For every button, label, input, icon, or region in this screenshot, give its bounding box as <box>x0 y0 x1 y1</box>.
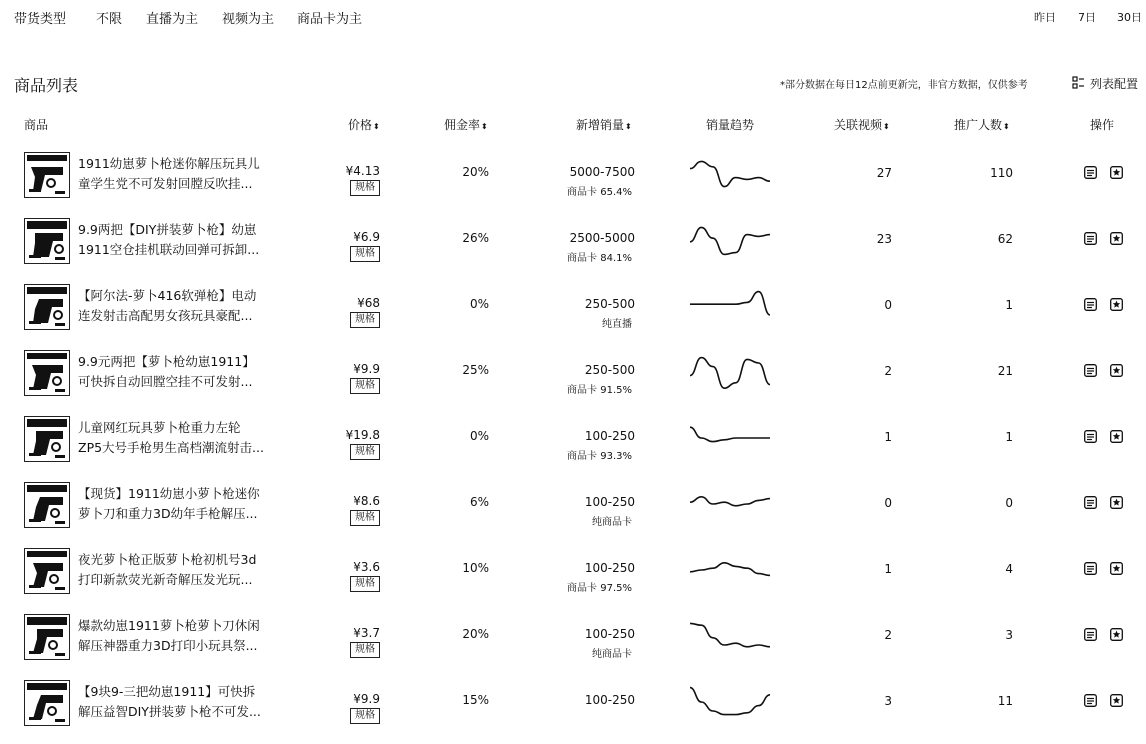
header-commission-label: 佣金率 <box>444 118 481 132</box>
sales-trend-line <box>690 292 770 315</box>
related-videos-count: 2 <box>884 364 892 378</box>
product-thumbnail[interactable] <box>24 680 70 726</box>
detail-icon[interactable] <box>1084 232 1097 245</box>
product-name-line2: 解压益智DIY拼装萝卜枪不可发... <box>78 704 261 719</box>
product-name-line1: 【阿尔法-萝卜416软弹枪】电动 <box>78 288 257 303</box>
commission-rate: 20% <box>462 627 489 641</box>
header-price[interactable] <box>348 116 380 133</box>
promoters-count: 62 <box>997 232 1013 246</box>
product-thumbnail[interactable] <box>24 218 70 264</box>
new-sales: 2500-5000 <box>569 231 635 245</box>
sales-trend-line <box>690 563 770 576</box>
product-thumbnail[interactable] <box>24 614 70 660</box>
sales-trend-sparkline <box>690 614 770 658</box>
product-name-line2: 童学生党不可发射回膛反吹挂... <box>78 176 253 191</box>
related-videos-count: 23 <box>876 232 892 246</box>
spec-button[interactable]: 规格 <box>350 312 380 328</box>
new-sales: 100-250 <box>584 429 635 443</box>
related-videos-count: 2 <box>884 628 892 642</box>
product-name-link[interactable] <box>78 154 268 194</box>
sales-trend-line <box>690 358 770 389</box>
header-product: 商品 <box>24 118 49 132</box>
favorite-icon[interactable] <box>1110 166 1123 179</box>
product-thumbnail[interactable] <box>24 284 70 330</box>
sales-trend-sparkline <box>690 350 770 394</box>
sales-trend-sparkline <box>690 284 770 328</box>
section-title: 商品列表 <box>14 76 79 95</box>
product-name-line2: 连发射击高配男女孩玩具豪配... <box>78 308 253 323</box>
detail-icon[interactable] <box>1084 364 1097 377</box>
filter-option-all[interactable]: 不限 <box>96 12 123 27</box>
product-price: ¥6.9 <box>353 230 380 244</box>
sales-channel: 商品卡 91.5% <box>567 385 632 396</box>
sales-trend-sparkline <box>690 416 770 460</box>
date-range-30d[interactable]: 30日 <box>1117 11 1142 24</box>
favorite-icon[interactable] <box>1110 628 1123 641</box>
product-thumbnail[interactable] <box>24 548 70 594</box>
product-name-link[interactable] <box>78 220 268 260</box>
header-trend: 销量趋势 <box>706 118 755 132</box>
new-sales: 250-500 <box>584 363 635 377</box>
sales-trend-sparkline <box>690 548 770 592</box>
table-row <box>0 150 1146 216</box>
product-name-line1: 9.9两把【DIY拼装萝卜枪】幼崽 <box>78 222 257 237</box>
product-name-line2: 萝卜刀和重力3D幼年手枪解压... <box>78 506 258 521</box>
product-name-line2: 1911空仓挂机联动回弹可拆卸... <box>78 242 260 257</box>
sales-channel: 商品卡 84.1% <box>567 253 632 264</box>
promoters-count: 110 <box>990 166 1013 180</box>
commission-rate: 26% <box>462 231 489 245</box>
detail-icon[interactable] <box>1084 298 1097 311</box>
header-price-label: 价格 <box>348 118 373 132</box>
product-thumbnail[interactable] <box>24 152 70 198</box>
spec-button[interactable]: 规格 <box>350 180 380 196</box>
table-row <box>0 414 1146 480</box>
spec-button[interactable]: 规格 <box>350 444 380 460</box>
detail-icon[interactable] <box>1084 496 1097 509</box>
table-row <box>0 678 1146 744</box>
sales-channel: 商品卡 93.3% <box>567 451 632 462</box>
related-videos-count: 0 <box>884 496 892 510</box>
favorite-icon[interactable] <box>1110 430 1123 443</box>
promoters-count: 1 <box>1005 430 1013 444</box>
column-config-button[interactable] <box>1072 75 1138 92</box>
product-name-link[interactable] <box>78 418 268 458</box>
product-price: ¥4.13 <box>345 164 380 178</box>
sort-icon: ⬍ <box>883 122 890 131</box>
new-sales: 100-250 <box>584 693 635 707</box>
commission-rate: 15% <box>462 693 489 707</box>
sales-channel: 商品卡 97.5% <box>567 583 632 594</box>
table-row <box>0 546 1146 612</box>
commission-rate: 0% <box>469 297 489 311</box>
sort-icon: ⬍ <box>625 122 632 131</box>
sales-trend-sparkline <box>690 680 770 724</box>
product-name-line1: 【现货】1911幼崽小萝卜枪迷你 <box>78 486 260 501</box>
spec-button[interactable]: 规格 <box>350 510 380 526</box>
product-name-link[interactable] <box>78 616 268 656</box>
data-note: *部分数据在每日12点前更新完，非官方数据，仅供参考 <box>780 80 1028 91</box>
filter-option-video[interactable]: 视频为主 <box>222 12 275 27</box>
commission-rate: 10% <box>462 561 489 575</box>
spec-button[interactable]: 规格 <box>350 576 380 592</box>
product-thumbnail[interactable] <box>24 350 70 396</box>
product-thumbnail[interactable] <box>24 416 70 462</box>
column-config-label: 列表配置 <box>1090 77 1139 91</box>
product-price: ¥8.6 <box>353 494 380 508</box>
sales-trend-line <box>690 161 770 186</box>
detail-icon[interactable] <box>1084 628 1097 641</box>
sales-trend-line <box>690 427 770 441</box>
header-promoters[interactable] <box>954 116 1010 133</box>
commission-rate: 25% <box>462 363 489 377</box>
product-price: ¥3.7 <box>353 626 380 640</box>
header-commission[interactable] <box>444 116 488 133</box>
product-name-line1: 夜光萝卜枪正版萝卜枪初机号3d <box>78 552 257 567</box>
new-sales: 250-500 <box>584 297 635 311</box>
table-row <box>0 216 1146 282</box>
sales-trend-line <box>690 623 770 646</box>
sort-icon: ⬍ <box>481 122 488 131</box>
product-name-link[interactable] <box>78 286 268 326</box>
spec-button[interactable]: 规格 <box>350 642 380 658</box>
commission-rate: 20% <box>462 165 489 179</box>
sort-icon: ⬍ <box>373 122 380 131</box>
product-price: ¥9.9 <box>353 362 380 376</box>
new-sales: 5000-7500 <box>569 165 635 179</box>
promoters-count: 1 <box>1005 298 1013 312</box>
sales-trend-sparkline <box>690 482 770 526</box>
spec-button[interactable]: 规格 <box>350 246 380 262</box>
product-price: ¥19.8 <box>345 428 380 442</box>
product-name-line1: 爆款幼崽1911萝卜枪萝卜刀休闲 <box>78 618 260 633</box>
commission-rate: 0% <box>469 429 489 443</box>
filter-option-live[interactable]: 直播为主 <box>146 12 199 27</box>
product-name-line1: 儿童网红玩具萝卜枪重力左轮 <box>78 420 241 435</box>
header-new-sales-label: 新增销量 <box>576 118 625 132</box>
table-row <box>0 612 1146 678</box>
sales-trend-sparkline <box>690 152 770 196</box>
commission-rate: 6% <box>469 495 489 509</box>
related-videos-count: 1 <box>884 430 892 444</box>
table-row <box>0 348 1146 414</box>
favorite-icon[interactable] <box>1110 364 1123 377</box>
product-name-line1: 【9块9-三把幼崽1911】可快拆 <box>78 684 256 699</box>
product-thumbnail[interactable] <box>24 482 70 528</box>
product-name-line2: 解压神器重力3D打印小玩具祭... <box>78 638 258 653</box>
sales-trend-line <box>690 227 770 254</box>
favorite-icon[interactable] <box>1110 232 1123 245</box>
favorite-icon[interactable] <box>1110 562 1123 575</box>
promoters-count: 21 <box>997 364 1013 378</box>
sales-channel: 纯商品卡 <box>592 517 632 528</box>
sales-channel: 纯直播 <box>602 319 632 330</box>
spec-button[interactable]: 规格 <box>350 708 380 724</box>
header-new-sales[interactable] <box>576 116 632 133</box>
header-actions: 操作 <box>1090 118 1115 132</box>
date-range-7d[interactable]: 7日 <box>1078 11 1096 24</box>
filter-label: 带货类型 <box>14 12 67 27</box>
detail-icon[interactable] <box>1084 694 1097 707</box>
promoters-count: 11 <box>997 694 1013 708</box>
new-sales: 100-250 <box>584 627 635 641</box>
product-name-link[interactable] <box>78 682 268 722</box>
sort-icon: ⬍ <box>1003 122 1010 131</box>
product-name-line1: 1911幼崽萝卜枪迷你解压玩具儿 <box>78 156 260 171</box>
detail-icon[interactable] <box>1084 166 1097 179</box>
product-price: ¥9.9 <box>353 692 380 706</box>
product-name-line2: 可快拆自动回膛空挂不可发射... <box>78 374 253 389</box>
sales-channel: 商品卡 65.4% <box>567 187 632 198</box>
product-price: ¥3.6 <box>353 560 380 574</box>
spec-button[interactable]: 规格 <box>350 378 380 394</box>
date-range-yesterday[interactable]: 昨日 <box>1034 11 1056 24</box>
detail-icon[interactable] <box>1084 562 1097 575</box>
related-videos-count: 27 <box>876 166 892 180</box>
table-row <box>0 480 1146 546</box>
sales-channel: 纯商品卡 <box>592 649 632 660</box>
new-sales: 100-250 <box>584 495 635 509</box>
product-name-link[interactable] <box>78 550 268 590</box>
product-name-line2: 打印新款荧光新奇解压发光玩... <box>78 572 253 587</box>
header-videos-label: 关联视频 <box>834 118 883 132</box>
detail-icon[interactable] <box>1084 430 1097 443</box>
related-videos-count: 1 <box>884 562 892 576</box>
promoters-count: 4 <box>1005 562 1013 576</box>
header-videos[interactable] <box>834 116 890 133</box>
product-name-link[interactable] <box>78 352 268 392</box>
favorite-icon[interactable] <box>1110 298 1123 311</box>
filter-option-product-card[interactable]: 商品卡为主 <box>297 12 363 27</box>
new-sales: 100-250 <box>584 561 635 575</box>
product-name-line2: ZP5大号手枪男生高档潮流射击... <box>78 440 264 455</box>
product-name-link[interactable] <box>78 484 268 524</box>
related-videos-count: 0 <box>884 298 892 312</box>
header-promoters-label: 推广人数 <box>954 118 1003 132</box>
product-price: ¥68 <box>357 296 380 310</box>
related-videos-count: 3 <box>884 694 892 708</box>
product-name-line1: 9.9元两把【萝卜枪幼崽1911】 <box>78 354 255 369</box>
sales-trend-line <box>690 497 770 506</box>
filter-bar <box>0 0 1146 34</box>
column-config-icon <box>1072 76 1085 92</box>
table-row <box>0 282 1146 348</box>
favorite-icon[interactable] <box>1110 496 1123 509</box>
favorite-icon[interactable] <box>1110 694 1123 707</box>
promoters-count: 3 <box>1005 628 1013 642</box>
promoters-count: 0 <box>1005 496 1013 510</box>
sales-trend-sparkline <box>690 218 770 262</box>
